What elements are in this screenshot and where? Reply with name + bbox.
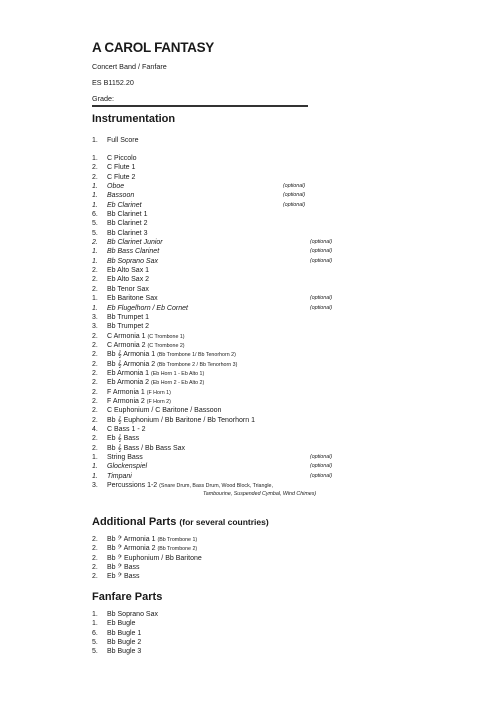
optional-label: (optional): [283, 183, 306, 190]
item-quantity: 2.: [92, 351, 98, 359]
list-item: [92, 472, 352, 481]
item-quantity: 1.: [92, 192, 98, 200]
item-name: [107, 554, 202, 563]
item-label: Bb 𝄢 Bass: [107, 564, 140, 572]
item-name: [107, 313, 149, 322]
item-label: C Armonia 1: [107, 332, 146, 340]
item-label: Bb Soprano Sax: [107, 257, 158, 265]
item-name: [107, 572, 140, 581]
list-item: [92, 462, 352, 471]
list-item: [92, 416, 352, 425]
item-quantity: 5.: [92, 639, 98, 647]
item-quantity: 1.: [92, 248, 98, 256]
item-note: (C Trombone 1): [147, 333, 185, 340]
list-item: [92, 453, 352, 462]
additional-parts-list: [92, 535, 352, 582]
optional-label: (optional): [310, 472, 333, 479]
item-quantity: 3.: [92, 482, 98, 490]
item-label: C Flute 2: [107, 173, 136, 181]
percussion-note-continued: Tambourine, Suspended Cymbal, Wind Chimes): [203, 491, 317, 498]
list-item: [92, 563, 352, 572]
item-name: [107, 610, 158, 619]
item-label: C Flute 1: [107, 164, 136, 172]
item-label: Eb Armonia 2: [107, 379, 150, 387]
item-quantity: 4.: [92, 425, 98, 433]
item-quantity: 5.: [92, 229, 98, 237]
item-name: [107, 154, 137, 163]
page-title: A CAROL FANTASY: [92, 40, 215, 55]
item-label: F Armonia 1: [107, 388, 145, 396]
item-name: [107, 462, 147, 471]
list-item: [92, 229, 352, 238]
list-item: [92, 275, 352, 284]
item-name: [107, 322, 149, 331]
item-name: [107, 647, 141, 656]
item-quantity: 2.: [92, 173, 98, 181]
list-item: [92, 535, 352, 544]
item-quantity: 2.: [92, 407, 98, 415]
list-item: [92, 294, 352, 303]
list-item: [92, 572, 352, 581]
list-item: [92, 238, 352, 247]
item-quantity: 2.: [92, 341, 98, 349]
item-quantity: 1.: [92, 183, 98, 191]
item-name: [107, 182, 124, 191]
item-label: Bb Bass Clarinet: [107, 248, 160, 256]
instrumentation-list: [92, 154, 352, 499]
item-label: Bb 𝄞 Armonia 1: [107, 351, 156, 359]
full-score-list: [92, 136, 352, 145]
optional-label: (optional): [310, 463, 333, 470]
list-item: [92, 304, 352, 313]
list-item: [92, 369, 352, 378]
item-quantity: 2.: [92, 285, 98, 293]
item-label: C Piccolo: [107, 155, 137, 162]
item-name: [107, 434, 139, 443]
item-note: (Eb Horn 2 - Eb Alto 2): [150, 380, 205, 387]
item-quantity: 2.: [92, 164, 98, 172]
item-name: [107, 201, 142, 210]
item-note: (Bb Trombone 2): [157, 546, 198, 553]
item-note: (C Trombone 2): [147, 342, 185, 349]
item-name: [107, 163, 135, 172]
subtitle: Concert Band / Fanfare: [92, 62, 167, 71]
list-item: [92, 425, 352, 434]
item-label: Bb Trumpet 1: [107, 313, 150, 321]
item-quantity: 1.: [92, 304, 98, 312]
optional-label: (optional): [310, 304, 333, 311]
item-label: Bb Bugle 3: [107, 648, 142, 656]
item-quantity: 2.: [92, 360, 98, 368]
item-name: [107, 247, 159, 256]
list-item: [92, 219, 352, 228]
item-name: [107, 416, 255, 425]
list-item: [92, 201, 352, 210]
item-name: [107, 219, 147, 228]
list-item: [92, 313, 352, 322]
item-quantity: 2.: [92, 276, 98, 284]
item-label: C Bass 1 - 2: [107, 425, 146, 433]
item-label: Eb Alto Sax 2: [107, 276, 150, 284]
list-item: [92, 360, 352, 369]
item-name: [107, 275, 149, 284]
item-quantity: 2.: [92, 536, 98, 543]
divider: [92, 105, 308, 107]
item-quantity: 1.: [92, 463, 98, 471]
list-item: [92, 191, 352, 200]
item-name: [107, 257, 158, 266]
item-note: (Bb Trombone 2 / Bb Tenorhorn 3): [157, 361, 238, 368]
item-quantity: 3.: [92, 313, 98, 321]
list-item: [92, 406, 352, 415]
item-quantity: 2.: [92, 444, 98, 452]
item-quantity: 1.: [92, 620, 98, 628]
list-item: [92, 182, 352, 191]
list-item: [92, 341, 352, 350]
item-name: [107, 425, 146, 434]
item-name: [107, 619, 135, 628]
item-quantity: 5.: [92, 220, 98, 228]
item-note: (F Horn 1): [146, 389, 171, 396]
optional-label: (optional): [310, 239, 333, 246]
item-quantity: 2.: [92, 379, 98, 387]
list-item: [92, 266, 352, 275]
item-name: [107, 304, 188, 313]
list-item: [92, 388, 352, 397]
list-item: [92, 610, 352, 619]
item-quantity: 1.: [92, 472, 98, 480]
item-note: (Bb Trombone 1/ Bb Tenorhorn 2): [157, 352, 236, 359]
item-quantity: 5.: [92, 648, 98, 656]
fanfare-parts-heading: Fanfare Parts: [92, 591, 163, 603]
grade-label: Grade:: [92, 94, 114, 103]
item-quantity: 6.: [92, 629, 98, 637]
catalog-number: ES B1152.20: [92, 78, 134, 87]
list-item: [92, 210, 352, 219]
item-name: [107, 294, 158, 303]
item-label: Eb 𝄞 Bass: [107, 435, 140, 443]
item-name: [107, 453, 143, 462]
item-quantity: 2.: [92, 435, 98, 443]
item-label: F Armonia 2: [107, 397, 145, 405]
item-name: [107, 638, 141, 647]
item-quantity: 2.: [92, 239, 98, 247]
item-quantity: 1.: [92, 137, 98, 144]
item-note: (Snare Drum, Bass Drum, Wood Block, Triangle,: [159, 483, 273, 490]
item-quantity: 2.: [92, 554, 98, 562]
item-label: Eb Bugle: [107, 620, 136, 628]
optional-label: (optional): [283, 192, 306, 199]
list-item: [92, 154, 352, 163]
list-item: [92, 322, 352, 331]
item-name: [107, 210, 147, 219]
item-quantity: 1.: [92, 201, 98, 209]
item-label: Bb 𝄢 Euphonium / Bb Baritone: [107, 554, 202, 562]
item-label: Eb Flugelhorn / Eb Cornet: [107, 304, 188, 312]
list-item: [92, 544, 352, 553]
list-item: [92, 378, 352, 387]
item-name: [107, 238, 163, 247]
list-item: [92, 554, 352, 563]
item-label: Eb 𝄢 Bass: [107, 573, 140, 581]
list-item: [92, 619, 352, 628]
item-name: [107, 229, 147, 238]
list-item: [92, 136, 352, 145]
item-label: Bb Bugle 2: [107, 639, 142, 647]
optional-label: (optional): [283, 201, 306, 208]
item-label: C Euphonium / C Baritone / Bassoon: [107, 407, 222, 415]
item-note: (Eb Horn 1 - Eb Alto 1): [150, 370, 205, 377]
list-item: [92, 647, 352, 656]
item-label: Glockenspiel: [107, 463, 148, 471]
item-label: Bb 𝄞 Armonia 2: [107, 360, 156, 368]
optional-label: (optional): [310, 257, 333, 264]
item-name: Full Score: [107, 137, 139, 144]
list-item: [92, 434, 352, 443]
list-item: [92, 247, 352, 256]
list-item: [92, 163, 352, 172]
fanfare-parts-list: [92, 610, 352, 657]
list-item: [92, 397, 352, 406]
item-label: Oboe: [107, 183, 125, 191]
item-quantity: 1.: [92, 295, 98, 303]
item-name: [107, 472, 132, 481]
item-quantity: 1.: [92, 257, 98, 265]
list-item: [92, 332, 352, 341]
list-item: [92, 481, 352, 490]
item-quantity: 2.: [92, 397, 98, 405]
item-label: Bassoon: [107, 192, 135, 200]
list-item: [92, 350, 352, 359]
optional-label: (optional): [310, 248, 333, 255]
item-label: String Bass: [107, 454, 143, 461]
list-item: [92, 444, 352, 453]
item-name: [107, 173, 135, 182]
item-label: Bb 𝄢 Armonia 1: [107, 536, 156, 543]
item-quantity: 2.: [92, 332, 98, 340]
item-label: Bb Soprano Sax: [107, 611, 158, 618]
item-quantity: 2.: [92, 267, 98, 275]
item-label: Bb 𝄢 Armonia 2: [107, 545, 156, 553]
item-quantity: 2.: [92, 545, 98, 553]
item-quantity: 1.: [92, 155, 98, 162]
instrumentation-heading: Instrumentation: [92, 113, 176, 125]
additional-parts-subtitle: (for several countries): [179, 517, 269, 527]
item-label: Eb Armonia 1: [107, 369, 150, 377]
additional-parts-heading: [92, 516, 269, 528]
item-label: Bb 𝄞 Euphonium / Bb Baritone / Bb Tenorhorn 1: [107, 416, 255, 424]
item-label: Eb Baritone Sax: [107, 295, 158, 303]
item-quantity: 1.: [92, 611, 98, 618]
item-name: [107, 444, 185, 453]
item-label: Eb Clarinet: [107, 201, 142, 209]
list-item: [92, 629, 352, 638]
item-quantity: 3.: [92, 323, 98, 331]
item-label: Timpani: [107, 472, 132, 480]
list-item: [92, 285, 352, 294]
item-quantity: 2.: [92, 416, 98, 424]
item-quantity: 2.: [92, 388, 98, 396]
optional-label: (optional): [310, 295, 333, 302]
item-quantity: 1.: [92, 454, 98, 461]
item-label: Percussions 1-2: [107, 482, 158, 490]
item-note: (F Horn 2): [146, 398, 171, 405]
item-label: Bb Clarinet 3: [107, 229, 148, 237]
list-item: [92, 638, 352, 647]
list-item: [92, 173, 352, 182]
item-label: Bb Clarinet 2: [107, 220, 148, 228]
item-name: [107, 285, 149, 294]
item-name: [107, 563, 140, 572]
item-quantity: 2.: [92, 573, 98, 581]
item-name: [107, 266, 149, 275]
item-label: Bb 𝄞 Bass / Bb Bass Sax: [107, 444, 186, 452]
item-label: Eb Alto Sax 1: [107, 267, 150, 275]
item-name: [107, 629, 141, 638]
item-label: Bb Clarinet 1: [107, 211, 148, 219]
additional-parts-title: Additional Parts: [92, 516, 177, 528]
item-name: [107, 191, 134, 200]
item-quantity: 2.: [92, 369, 98, 377]
item-label: Bb Trumpet 2: [107, 323, 150, 331]
item-note: (Bb Trombone 1): [157, 537, 198, 543]
item-quantity: 2.: [92, 564, 98, 572]
item-label: Bb Tenor Sax: [107, 285, 149, 293]
list-item: [92, 257, 352, 266]
item-quantity: 6.: [92, 211, 98, 219]
optional-label: (optional): [310, 454, 333, 460]
item-label: Bb Bugle 1: [107, 629, 142, 637]
item-label: C Armonia 2: [107, 341, 146, 349]
item-name: [107, 406, 221, 415]
item-label: Bb Clarinet Junior: [107, 239, 163, 247]
